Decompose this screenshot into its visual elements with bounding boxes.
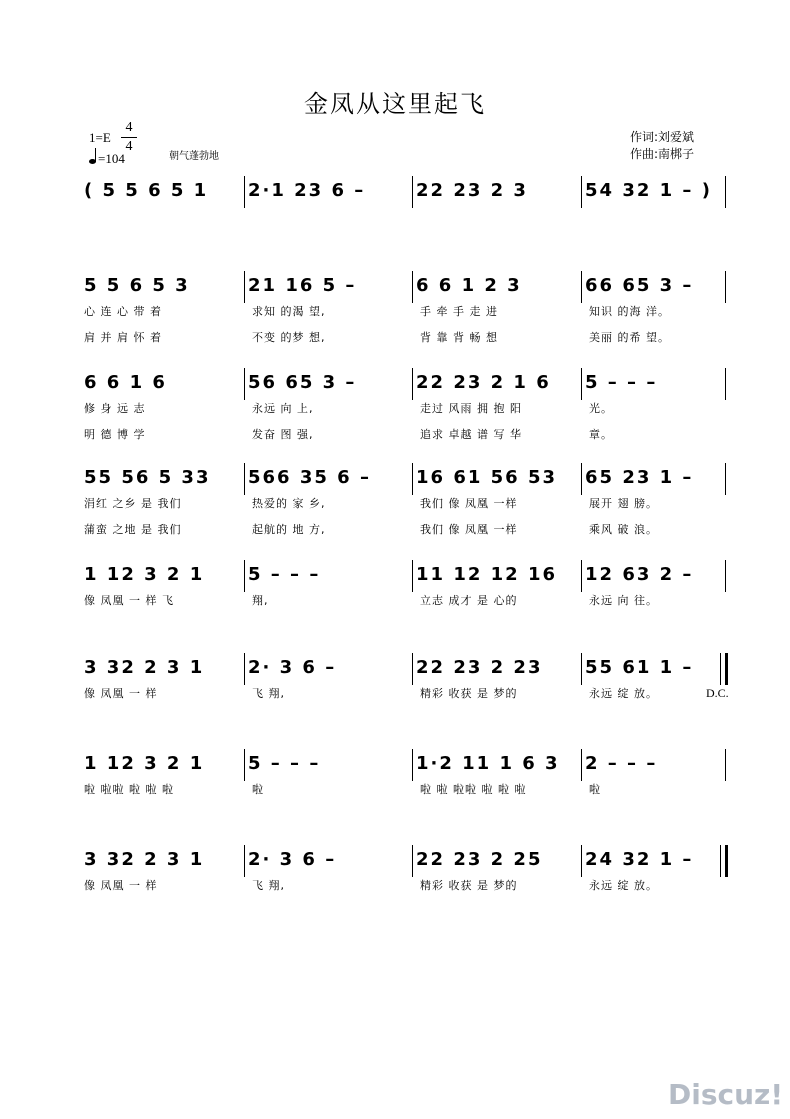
measure-notes: 65 23 1 – [585, 467, 694, 488]
lyric-line-1: 像 凤凰 一 样 [84, 879, 158, 892]
measure-notes: ( 5 5 6 5 1 [84, 180, 209, 201]
lyric-line-1: 立志 成才 是 心的 [420, 594, 518, 607]
barline [412, 560, 413, 592]
barline [725, 845, 728, 877]
barline [725, 271, 726, 303]
da-capo-marking: D.C. [706, 686, 729, 700]
lyric-line-1: 永远 向 往。 [589, 594, 658, 607]
lyricist-credit: 作词:刘爱斌 [630, 130, 695, 144]
lyric-line-1: 啦 啦啦 啦 啦 啦 [84, 783, 174, 796]
measure-notes: 12 63 2 – [585, 564, 694, 585]
lyric-line-1: 光。 [589, 402, 613, 415]
barline [244, 176, 245, 208]
measure-notes: 566 35 6 – [248, 467, 371, 488]
barline [244, 271, 245, 303]
barline [581, 749, 582, 781]
measure-notes: 3 32 2 3 1 [84, 657, 205, 678]
barline [720, 845, 721, 877]
barline [244, 368, 245, 400]
lyric-line-1: 啦 [252, 783, 264, 796]
meter-line [121, 137, 137, 138]
lyric-line-1: 像 凤凰 一 样 [84, 687, 158, 700]
lyric-line-1: 展开 翅 膀。 [589, 497, 658, 510]
lyric-line-1: 翔, [252, 594, 269, 607]
measure-notes: 22 23 2 25 [416, 849, 543, 870]
barline [244, 463, 245, 495]
quarter-note-icon [89, 159, 96, 164]
measure-notes: 55 61 1 – [585, 657, 694, 678]
barline [725, 749, 726, 781]
barline [412, 653, 413, 685]
barline [412, 368, 413, 400]
measure-notes: 22 23 2 1 6 [416, 372, 551, 393]
measure-notes: 5 – – – [248, 564, 321, 585]
lyric-line-1: 啦 啦 啦啦 啦 啦 啦 [420, 783, 527, 796]
lyric-line-2: 乘风 破 浪。 [589, 523, 658, 536]
lyric-line-1: 热爱的 家 乡, [252, 497, 326, 510]
measure-notes: 2·1 23 6 – [248, 180, 366, 201]
tempo-marking [89, 151, 125, 167]
lyric-line-2: 章。 [589, 428, 613, 441]
watermark-logo: Discuz! [668, 1078, 784, 1111]
expression-marking: 朝气蓬勃地 [169, 151, 219, 162]
lyric-line-1: 走过 风雨 拥 抱 阳 [420, 402, 522, 415]
measure-notes: 16 61 56 53 [416, 467, 557, 488]
barline [581, 271, 582, 303]
lyric-line-2: 追求 卓越 谱 写 华 [420, 428, 522, 441]
measure-notes: 6 6 1 2 3 [416, 275, 522, 296]
barline [581, 463, 582, 495]
lyric-line-2: 蒲蛮 之地 是 我们 [84, 523, 182, 536]
barline [581, 176, 582, 208]
lyric-line-2: 背 靠 背 畅 想 [420, 331, 498, 344]
barline [725, 653, 728, 685]
lyric-line-1: 求知 的渴 望, [252, 305, 326, 318]
barline [244, 749, 245, 781]
lyric-line-1: 精彩 收获 是 梦的 [420, 879, 518, 892]
measure-notes: 22 23 2 3 [416, 180, 528, 201]
barline [412, 749, 413, 781]
lyric-line-1: 飞 翔, [252, 879, 285, 892]
barline [244, 845, 245, 877]
lyric-line-2: 美丽 的希 望。 [589, 331, 670, 344]
lyric-line-1: 永远 绽 放。 [589, 879, 658, 892]
key-signature: 1=E [89, 130, 111, 145]
lyric-line-1: 手 牵 手 走 进 [420, 305, 498, 318]
measure-notes: 56 65 3 – [248, 372, 357, 393]
measure-notes: 1 12 3 2 1 [84, 564, 205, 585]
lyric-line-1: 修 身 远 志 [84, 402, 146, 415]
lyric-line-2: 起航的 地 方, [252, 523, 326, 536]
barline [581, 845, 582, 877]
measure-notes: 54 32 1 – ) [585, 180, 712, 201]
time-signature [121, 120, 137, 155]
barline [725, 560, 726, 592]
measure-notes: 2· 3 6 – [248, 657, 337, 678]
measure-notes: 66 65 3 – [585, 275, 694, 296]
lyric-line-2: 我们 像 凤凰 一样 [420, 523, 518, 536]
barline [581, 653, 582, 685]
lyric-line-1: 啦 [589, 783, 601, 796]
lyric-line-1: 永远 向 上, [252, 402, 314, 415]
page-title: 金凤从这里起飞 [304, 90, 486, 118]
measure-notes: 2· 3 6 – [248, 849, 337, 870]
measure-notes: 21 16 5 – [248, 275, 357, 296]
lyric-line-1: 知识 的海 洋。 [589, 305, 670, 318]
lyric-line-2: 发奋 图 强, [252, 428, 314, 441]
measure-notes: 6 6 1 6 [84, 372, 167, 393]
measure-notes: 22 23 2 23 [416, 657, 543, 678]
measure-notes: 1 12 3 2 1 [84, 753, 205, 774]
barline [244, 653, 245, 685]
barline [581, 368, 582, 400]
lyric-line-1: 永远 绽 放。 [589, 687, 658, 700]
lyric-line-1: 涓红 之乡 是 我们 [84, 497, 182, 510]
composer-credit: 作曲:南梆子 [630, 147, 695, 161]
measure-notes: 3 32 2 3 1 [84, 849, 205, 870]
tempo-value: =104 [98, 151, 125, 166]
meter-bottom: 4 [125, 139, 133, 154]
barline [412, 271, 413, 303]
measure-notes: 2 – – – [585, 753, 658, 774]
lyric-line-2: 不变 的梦 想, [252, 331, 326, 344]
barline [720, 653, 721, 685]
lyric-line-2: 明 德 博 学 [84, 428, 146, 441]
lyric-line-1: 像 凤凰 一 样 飞 [84, 594, 174, 607]
lyric-line-1: 精彩 收获 是 梦的 [420, 687, 518, 700]
meter-top: 4 [125, 120, 133, 135]
measure-notes: 24 32 1 – [585, 849, 694, 870]
barline [244, 560, 245, 592]
measure-notes: 5 – – – [248, 753, 321, 774]
barline [412, 176, 413, 208]
barline [725, 463, 726, 495]
lyric-line-1: 心 连 心 带 着 [84, 305, 162, 318]
lyric-line-1: 我们 像 凤凰 一样 [420, 497, 518, 510]
barline [725, 176, 726, 208]
barline [412, 845, 413, 877]
lyric-line-2: 肩 并 肩 怀 着 [84, 331, 162, 344]
measure-notes: 55 56 5 33 [84, 467, 211, 488]
barline [581, 560, 582, 592]
measure-notes: 1·2 11 1 6 3 [416, 753, 560, 774]
measure-notes: 5 5 6 5 3 [84, 275, 190, 296]
barline [412, 463, 413, 495]
measure-notes: 11 12 12 16 [416, 564, 557, 585]
lyric-line-1: 飞 翔, [252, 687, 285, 700]
barline [725, 368, 726, 400]
measure-notes: 5 – – – [585, 372, 658, 393]
